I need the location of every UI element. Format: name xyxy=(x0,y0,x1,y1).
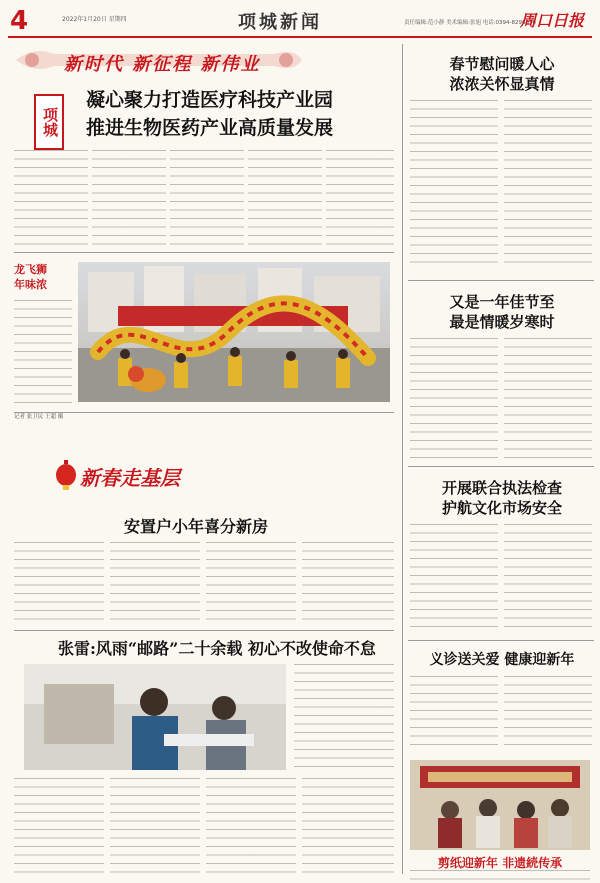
story-a-rule xyxy=(408,280,594,281)
photo1-caption-title-line2: 年味浓 xyxy=(14,278,47,291)
story1-body-col3 xyxy=(170,150,244,246)
second-story-rule xyxy=(14,630,394,631)
story-d-body-col1 xyxy=(410,676,498,752)
story1-body-col2 xyxy=(92,150,166,246)
spring-lantern-icon xyxy=(54,460,78,490)
story-d-body-col2 xyxy=(504,676,592,752)
clinic-photo xyxy=(410,760,590,850)
second-story-side-col xyxy=(294,664,394,770)
story-b-headline xyxy=(410,292,594,332)
story-b-rule xyxy=(408,466,594,467)
dragon-dance-photo xyxy=(78,262,390,402)
spring-section-title: 新春走基层 xyxy=(80,466,180,490)
story-a-body-col1 xyxy=(410,100,498,270)
second-story-col3 xyxy=(206,778,296,874)
story1-title-line1: 凝心聚力打造医疗科技产业园 xyxy=(86,89,334,111)
editors-line: 责任编辑:范小静 美术编辑:张旭 电话:0394-8296070 xyxy=(404,20,537,26)
spring-story-col1 xyxy=(14,542,104,626)
story-c-body-col2 xyxy=(504,524,592,634)
photo1-caption-block xyxy=(14,262,72,420)
banner-text: 新时代 新征程 新伟业 xyxy=(64,54,261,75)
spring-top-rule xyxy=(14,412,394,413)
story1-headline xyxy=(86,86,386,142)
header-rule xyxy=(8,36,592,38)
story-c-title-line2: 护航文化市场安全 xyxy=(441,499,562,517)
story-b-body-col2 xyxy=(504,338,592,458)
story1-body-col4 xyxy=(248,150,322,246)
story-a-body-col2 xyxy=(504,100,592,270)
newspaper-logo: 周口日报 xyxy=(520,11,585,30)
story-b-body-col1 xyxy=(410,338,498,458)
second-story-headline: 张雷:风雨“邮路”二十余载 初心不改使命不怠 xyxy=(58,639,376,658)
second-story-col2 xyxy=(110,778,200,874)
clinic-photo-art xyxy=(410,760,590,850)
spring-story-col2 xyxy=(110,542,200,626)
page-number: 4 xyxy=(10,6,29,36)
story1-body-col1 xyxy=(14,150,88,246)
story-a-title-line2: 浓浓关怀显真情 xyxy=(449,75,555,93)
second-story-col1 xyxy=(14,778,104,874)
second-story-col4 xyxy=(302,778,394,874)
story-d-headline: 义诊送关爱 健康迎新年 xyxy=(429,652,575,668)
section-title: 项城新闻 xyxy=(238,12,322,33)
photo1-credit: 记者 张卫民 王超 摄 xyxy=(14,414,64,420)
story-c-title-line1: 开展联合执法检查 xyxy=(441,479,562,497)
story1-body-col5 xyxy=(326,150,394,246)
postman-photo xyxy=(24,664,286,770)
story-c-headline xyxy=(410,478,594,518)
story-a-title-line1: 春节慰问暖人心 xyxy=(449,55,555,73)
story-c-body-col1 xyxy=(410,524,498,634)
story1-bottom-rule xyxy=(14,252,394,253)
column-divider xyxy=(402,44,403,874)
clinic-photo-caption: 剪纸迎新年 非遗続传承 xyxy=(437,856,563,870)
story-b-title-line1: 又是一年佳节至 xyxy=(449,293,555,311)
spring-story-headline: 安置户小年喜分新房 xyxy=(124,517,269,536)
spring-section-header xyxy=(80,462,180,491)
story-badge: 项城 xyxy=(34,94,64,150)
postman-photo-art xyxy=(24,664,286,770)
story-a-headline xyxy=(410,54,594,94)
dragon-dance-art xyxy=(78,262,390,402)
spring-story-col4 xyxy=(302,542,394,626)
spring-story-col3 xyxy=(206,542,296,626)
issue-date: 2022年1月20日 星期四 xyxy=(62,16,127,23)
caption-body xyxy=(410,870,590,880)
story1-title-line2: 推进生物医药产业高质量发展 xyxy=(86,117,334,139)
photo1-caption-title-line1: 龙飞狮 xyxy=(14,263,47,276)
photo1-caption-text xyxy=(14,300,72,410)
story-c-rule xyxy=(408,640,594,641)
story-b-title-line2: 最是情暖岁寒时 xyxy=(449,313,555,331)
